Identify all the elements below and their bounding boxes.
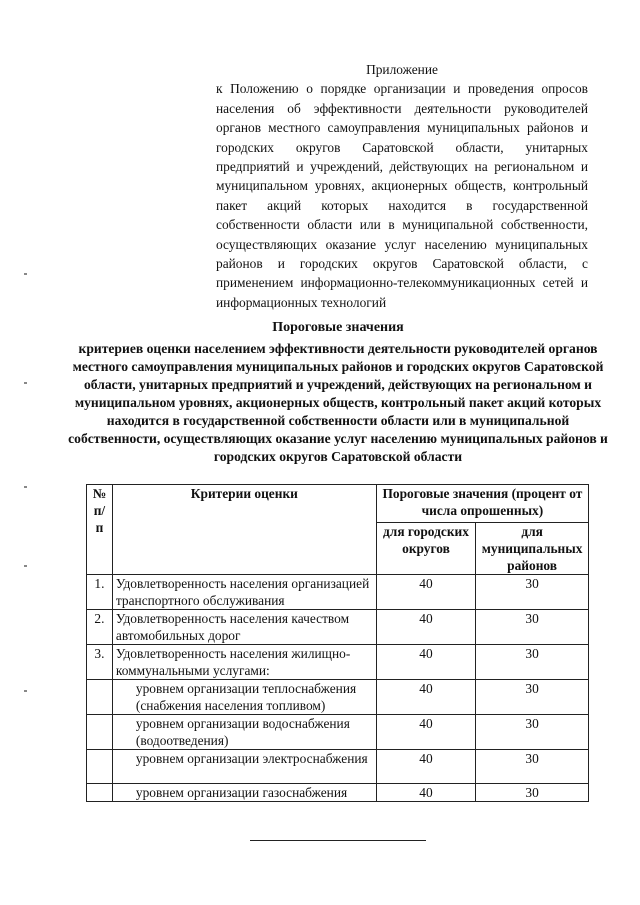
row-city-value: 40 (376, 680, 475, 715)
annex-body: к Положению о порядке организации и проведения опросов населения об эффективности деятельности руководителей органов местного самоуправления муниципальных районов и городских округов Саратовской области, унитарных предприятий и учреждений, действующих на региональном и муниципальном уровнях, акционерных обществ, контрольный пакет акций которых находится в государственной собственности области или в муниципальной собственности, осуществляющих оказание услуг населению муниципальных районов и городских округов Саратовской области, с применением информационно-телекоммуникационных сетей и информационных технологий (216, 81, 588, 310)
table-row (87, 575, 589, 610)
row-criteria-text: уровнем организации водоснабжения (водоотведения) (135, 716, 350, 748)
table-header-row (87, 485, 589, 523)
table-row (87, 680, 589, 715)
scan-mark (24, 690, 27, 692)
row-municipal-value: 30 (476, 645, 589, 680)
row-num (87, 715, 113, 750)
header-threshold: Пороговые значения (процент от числа опрошенных) (376, 485, 588, 523)
row-municipal-value: 30 (476, 575, 589, 610)
scan-mark (24, 382, 27, 384)
row-criteria: Удовлетворенность населения жилищно-коммунальными услугами: (112, 645, 376, 680)
row-num: 3. (87, 645, 113, 680)
row-num: 2. (87, 610, 113, 645)
row-num (87, 750, 113, 784)
header-municipal: для муниципальных районов (476, 523, 589, 575)
row-criteria (112, 750, 376, 784)
heading-subtitle: критериев оценки населением эффективности деятельности руководителей органов местного самоуправления муниципальных районов и городских округов Саратовской области, унитарных предприятий и учреждений, действующих на региональном и муниципальном уровнях, акционерных обществ, контрольный пакет акций которых находится в государственной собственности области или в муниципальной собственности, осуществляющих оказание услуг населению муниципальных районов и городских округов Саратовской области (68, 341, 608, 464)
scan-mark (24, 273, 27, 275)
criteria-table (86, 484, 589, 802)
row-criteria (112, 715, 376, 750)
table-row (87, 750, 589, 784)
row-municipal-value: 30 (476, 680, 589, 715)
header-num: № п/п (87, 485, 113, 575)
heading-title: Пороговые значения (272, 320, 404, 335)
row-city-value: 40 (376, 784, 475, 802)
row-municipal-value: 30 (476, 715, 589, 750)
row-city-value: 40 (376, 750, 475, 784)
document-heading (62, 318, 614, 466)
row-municipal-value: 30 (476, 750, 589, 784)
row-city-value: 40 (376, 610, 475, 645)
row-criteria-text: уровнем организации электроснабжения (135, 751, 368, 766)
scan-mark (24, 565, 27, 567)
row-criteria-text: уровнем организации теплоснабжения (снабжения населения топливом) (135, 681, 357, 713)
annex-title: Приложение (366, 62, 438, 77)
row-city-value: 40 (376, 575, 475, 610)
row-num: 1. (87, 575, 113, 610)
closing-rule (250, 840, 426, 841)
table-row (87, 715, 589, 750)
header-city: для городских округов (376, 523, 475, 575)
row-criteria (112, 680, 376, 715)
row-municipal-value: 30 (476, 610, 589, 645)
row-criteria (112, 784, 376, 802)
table-row (87, 610, 589, 645)
row-city-value: 40 (376, 715, 475, 750)
row-criteria: Удовлетворенность населения качеством автомобильных дорог (112, 610, 376, 645)
row-municipal-value: 30 (476, 784, 589, 802)
row-criteria-text: уровнем организации газоснабжения (135, 785, 348, 800)
annex-block (216, 60, 588, 312)
row-num (87, 784, 113, 802)
table-row (87, 784, 589, 802)
header-criteria: Критерии оценки (112, 485, 376, 575)
row-num (87, 680, 113, 715)
scan-mark (24, 486, 27, 488)
table-row (87, 645, 589, 680)
row-criteria: Удовлетворенность населения организацией транспортного обслуживания (112, 575, 376, 610)
row-city-value: 40 (376, 645, 475, 680)
